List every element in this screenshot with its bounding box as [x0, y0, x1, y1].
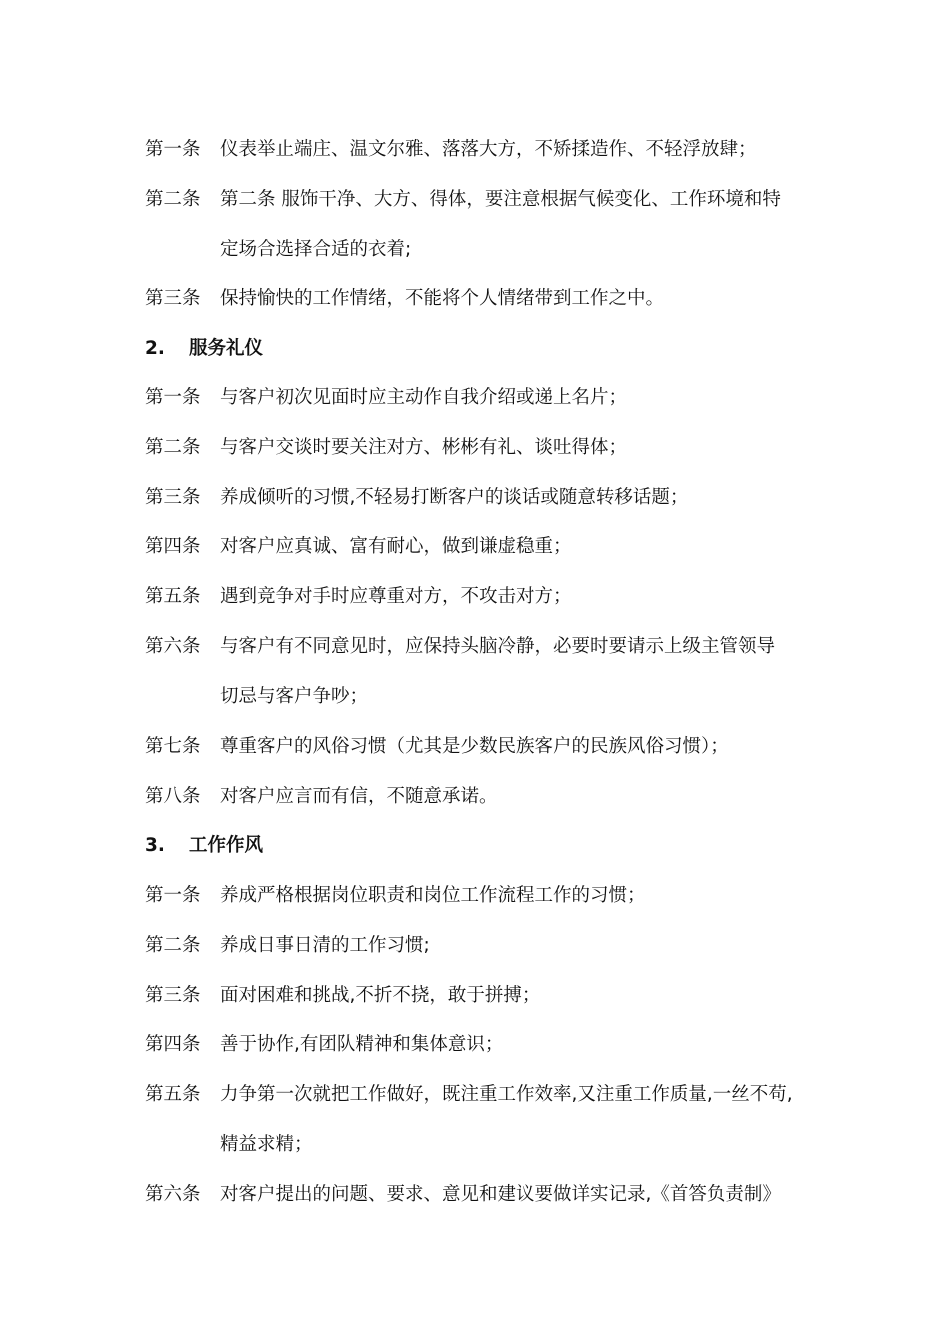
section-title: 工作作风 — [189, 835, 264, 856]
clause-row — [145, 383, 835, 413]
clause-text: 养成日事日清的工作习惯; — [220, 935, 430, 956]
section-number: 3. — [145, 835, 165, 856]
clause-row — [145, 881, 835, 911]
clause-label: 第一条 — [145, 387, 201, 408]
clause-text: 对客户应言而有信，不随意承诺。 — [220, 786, 498, 807]
clause-text: 保持愉快的工作情绪，不能将个人情绪带到工作之中。 — [220, 288, 665, 309]
section-heading — [145, 334, 263, 364]
clause-text: 仪表举止端庄、温文尔雅、落落大方，不矫揉造作、不轻浮放肆； — [220, 139, 757, 160]
section-title: 服务礼仪 — [189, 338, 264, 359]
clause-continuation: 切忌与客户争吵； — [220, 686, 369, 707]
clause-label: 第八条 — [145, 786, 201, 807]
clause-continuation: 定场合选择合适的衣着; — [220, 239, 412, 260]
section-heading — [145, 831, 263, 861]
clause-text: 对客户应真诚、富有耐心，做到谦虚稳重； — [220, 536, 572, 557]
clause-row — [145, 981, 835, 1011]
clause-row — [145, 1080, 835, 1110]
clause-label: 第二条 — [145, 189, 201, 210]
clause-label: 第五条 — [145, 1084, 201, 1105]
clause-row — [145, 1030, 835, 1060]
clause-row — [145, 483, 835, 513]
clause-label: 第三条 — [145, 487, 201, 508]
clause-text: 第二条 服饰干净、大方、得体，要注意根据气候变化、工作环境和特 — [220, 189, 781, 210]
clause-label: 第一条 — [145, 885, 201, 906]
clause-row — [145, 135, 835, 165]
clause-text: 与客户有不同意见时，应保持头脑冷静，必要时要请示上级主管领导 — [220, 636, 776, 657]
clause-label: 第四条 — [145, 536, 201, 557]
clause-row — [145, 782, 835, 812]
clause-text: 力争第一次就把工作做好，既注重工作效率,又注重工作质量,一丝不苟, — [220, 1084, 793, 1105]
clause-text: 与客户初次见面时应主动作自我介绍或递上名片； — [220, 387, 628, 408]
clause-label: 第三条 — [145, 985, 201, 1006]
clause-row — [145, 185, 835, 215]
clause-text: 与客户交谈时要关注对方、彬彬有礼、谈吐得体； — [220, 437, 628, 458]
section-number: 2. — [145, 338, 165, 359]
clause-label: 第二条 — [145, 437, 201, 458]
clause-label: 第五条 — [145, 586, 201, 607]
clause-text: 面对困难和挑战,不折不挠，敢于拼搏； — [220, 985, 541, 1006]
clause-row — [145, 582, 835, 612]
clause-label: 第六条 — [145, 636, 201, 657]
clause-continuation: 精益求精； — [220, 1134, 313, 1155]
clause-row — [145, 732, 835, 762]
clause-text: 尊重客户的风俗习惯（尤其是少数民族客户的民族风俗习惯）； — [220, 736, 729, 757]
clause-label: 第三条 — [145, 288, 201, 309]
clause-row — [145, 284, 835, 314]
clause-text: 遇到竞争对手时应尊重对方，不攻击对方； — [220, 586, 572, 607]
clause-text: 养成严格根据岗位职责和岗位工作流程工作的习惯； — [220, 885, 646, 906]
clause-row — [145, 433, 835, 463]
clause-label: 第一条 — [145, 139, 201, 160]
clause-text: 对客户提出的问题、要求、意见和建议要做详实记录,《首答负责制》 — [220, 1184, 781, 1205]
clause-label: 第四条 — [145, 1034, 201, 1055]
clause-text: 善于协作,有团队精神和集体意识； — [220, 1034, 504, 1055]
clause-row — [145, 1180, 835, 1210]
clause-row — [145, 532, 835, 562]
clause-label: 第二条 — [145, 935, 201, 956]
clause-text: 养成倾听的习惯,不轻易打断客户的谈话或随意转移话题； — [220, 487, 689, 508]
clause-label: 第六条 — [145, 1184, 201, 1205]
clause-row — [145, 632, 835, 662]
clause-label: 第七条 — [145, 736, 201, 757]
clause-row — [145, 931, 835, 961]
